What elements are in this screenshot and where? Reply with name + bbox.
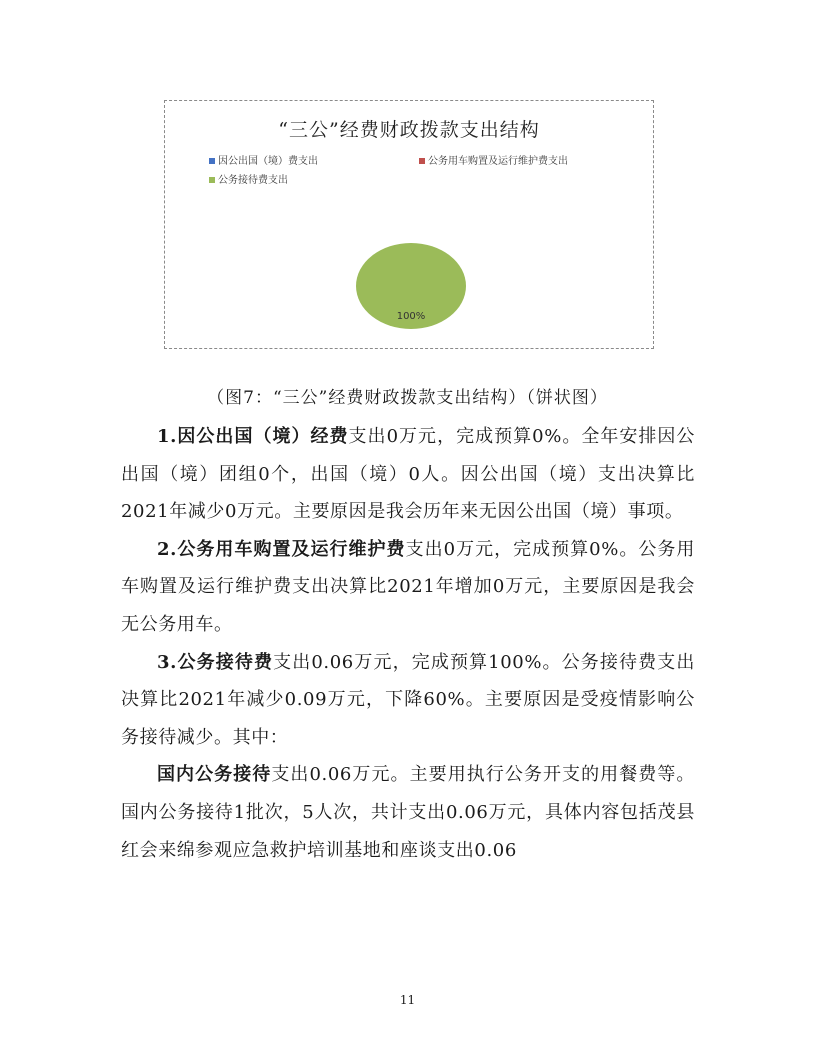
page-number: 11: [399, 993, 416, 1007]
legend-label: 因公出国（境）费支出: [218, 156, 318, 167]
paragraph-heading: 国内公务接待: [157, 764, 272, 786]
paragraph-body: 支出0万元，完成预算0%。全年安排因公出国（境）团组0个，出国（境）0人。因公出国（境）支出决算比2021年减少0万元。主要原因是我会历年来无因公出国（境）事项。: [121, 426, 696, 523]
paragraph-overseas: [121, 418, 695, 531]
legend-label: 公务用车购置及运行维护费支出: [428, 156, 568, 167]
paragraph-heading: 3.公务接待费: [157, 651, 274, 673]
paragraph-heading: 2.公务用车购置及运行维护费: [157, 538, 406, 560]
chart-title: “三公”经费财政拨款支出结构: [278, 119, 540, 141]
paragraph-body: 支出0.06万元。主要用执行公务开支的用餐费等。国内公务接待1批次，5人次，共计支出0.06万元，具体内容包括茂县红会来绵参观应急救护培训基地和座谈支出0.06: [121, 764, 695, 861]
paragraph-vehicle: [121, 531, 695, 644]
paragraph-heading: 1.因公出国（境）经费: [157, 426, 349, 447]
legend-label: 公务接待费支出: [218, 175, 288, 186]
pie-data-label: 100%: [396, 311, 426, 322]
paragraph-reception: [121, 644, 695, 757]
figure-caption: （图7：“三公”经费财政拨款支出结构）（饼状图）: [207, 388, 608, 408]
pie-plot-area: [165, 101, 653, 348]
paragraph-domestic-reception: [121, 756, 695, 869]
pie-chart: [164, 100, 654, 349]
paragraph-body: 支出0万元，完成预算0%。公务用车购置及运行维护费支出决算比2021年增加0万元，主要原因是我会无公务用车。: [121, 538, 695, 635]
paragraph-body: 支出0.06万元，完成预算100%。公务接待费支出决算比2021年减少0.09万元，下降60%。主要原因是受疫情影响公务接待减少。其中：: [121, 651, 695, 748]
body-text: [121, 418, 695, 869]
